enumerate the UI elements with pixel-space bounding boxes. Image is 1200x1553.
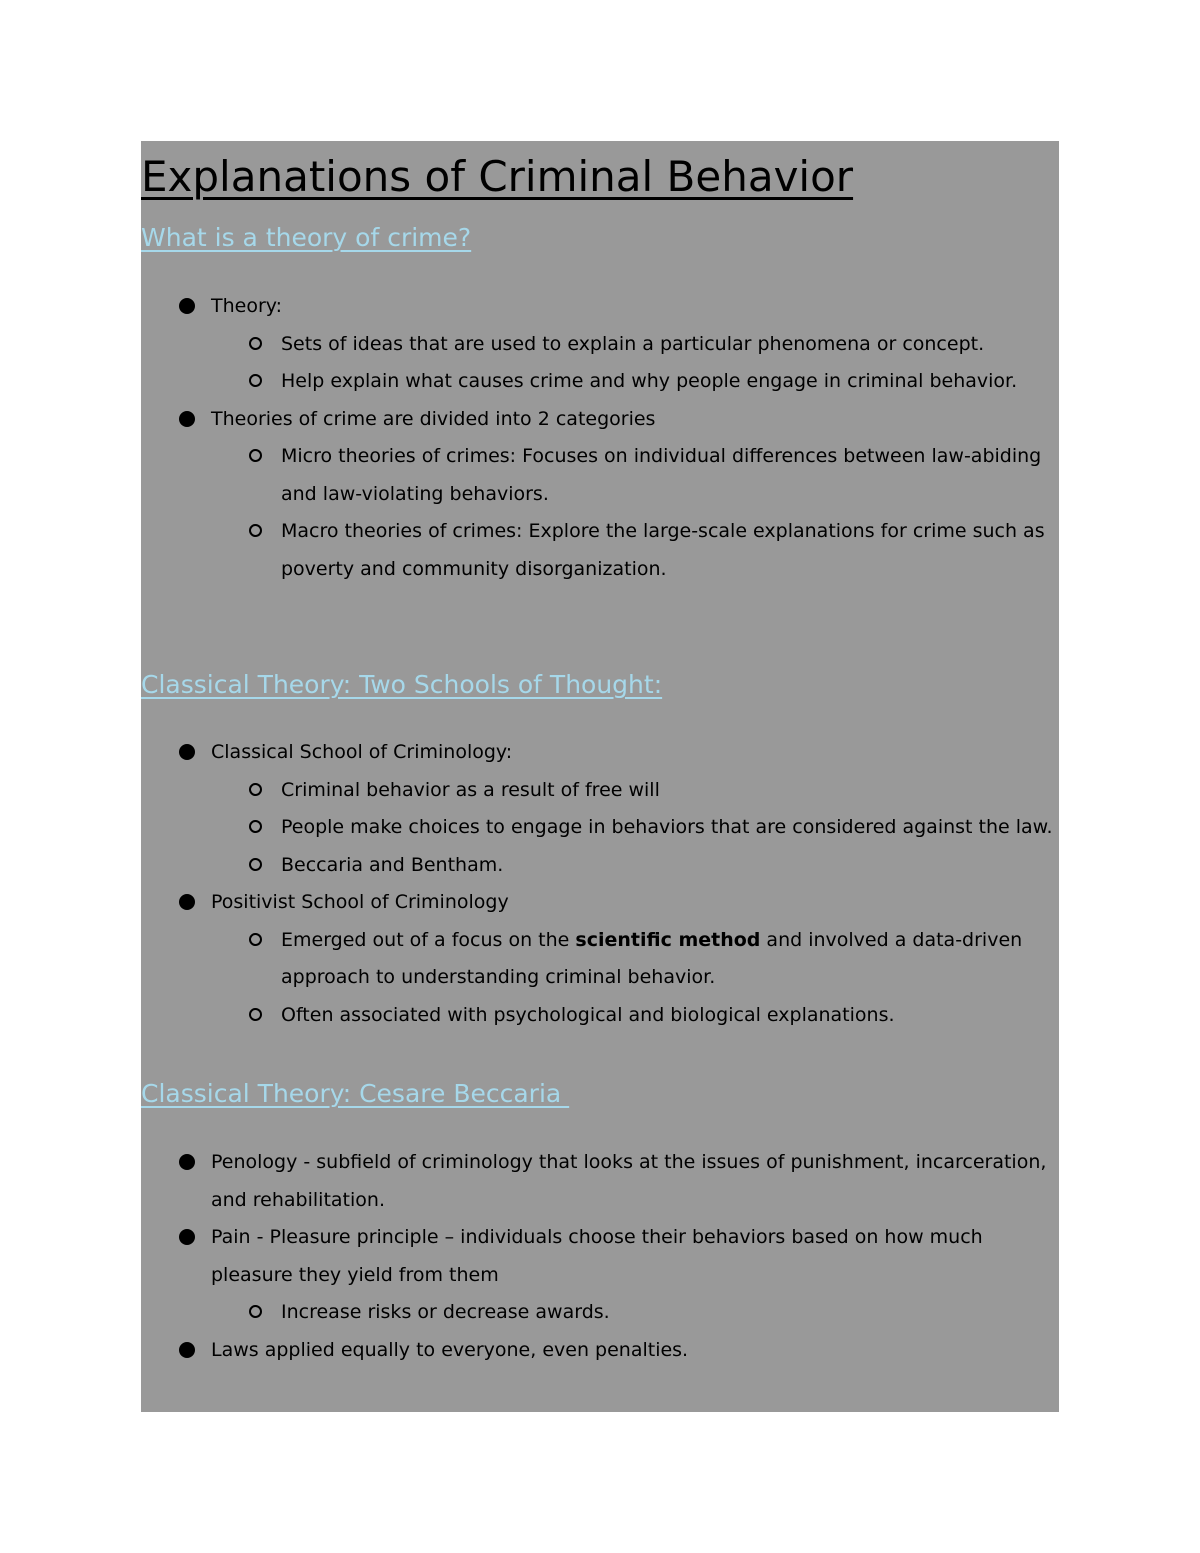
sublist-item — [211, 513, 1059, 588]
bullet-dot-icon — [179, 411, 195, 427]
list-item-text: Classical School of Criminology: — [211, 741, 513, 763]
document-page — [141, 141, 1059, 1412]
list-item — [141, 1332, 1059, 1370]
section-heading-two-schools: Classical Theory: Two Schools of Thought: — [141, 670, 663, 699]
bullet-circle-icon — [249, 374, 262, 387]
sublist-item-text: Help explain what causes crime and why people engage in criminal behavior. — [281, 370, 1018, 392]
bullet-circle-icon — [249, 1305, 262, 1318]
section-list-cesare-beccaria — [141, 1144, 1059, 1369]
section-list-two-schools — [141, 734, 1059, 1034]
bullet-dot-icon — [179, 894, 195, 910]
bullet-circle-icon — [249, 783, 262, 796]
section-list-theory-of-crime — [141, 288, 1059, 588]
bullet-circle-icon — [249, 820, 262, 833]
bullet-dot-icon — [179, 744, 195, 760]
sublist-item-text: Criminal behavior as a result of free will — [281, 778, 660, 801]
bullet-dot-icon — [179, 1342, 195, 1358]
bullet-circle-icon — [249, 933, 262, 946]
sublist-item — [211, 847, 1059, 885]
sublist-item — [211, 438, 1059, 513]
list-item — [141, 734, 1059, 884]
sublist-item — [211, 997, 1059, 1035]
bullet-circle-icon — [249, 1008, 262, 1021]
sublist-item-text: Macro theories of crimes: Explore the large-scale explanations for crime such as poverty and community disorganization. — [281, 520, 1045, 580]
sublist-item — [211, 363, 1059, 401]
sublist-item — [211, 922, 1059, 997]
sublist-item-text: Often associated with psychological and biological explanations. — [281, 1003, 895, 1026]
list-item — [141, 401, 1059, 589]
sublist-item-text: People make choices to engage in behaviors that are considered against the law. — [281, 816, 1053, 838]
bullet-circle-icon — [249, 449, 262, 462]
bullet-circle-icon — [249, 524, 262, 537]
list-item-text: Theory: — [211, 295, 283, 317]
sublist — [211, 326, 1059, 401]
sublist — [211, 922, 1059, 1035]
list-item-text: Pain - Pleasure principle – individuals choose their behaviors based on how much pleasure they yield from them — [211, 1226, 983, 1286]
list-item-text: Laws applied equally to everyone, even penalties. — [211, 1338, 689, 1361]
list-item — [141, 1144, 1059, 1219]
sublist-item — [211, 772, 1059, 810]
bullet-dot-icon — [179, 1154, 195, 1170]
section-heading-theory-of-crime: What is a theory of crime? — [141, 223, 472, 252]
sublist-item — [211, 326, 1059, 364]
section-heading-cesare-beccaria: Classical Theory: Cesare Beccaria — [141, 1079, 570, 1108]
sublist — [211, 772, 1059, 885]
list-item-text: Penology - subfield of criminology that looks at the issues of punishment, incarceration, and rehabilitation. — [211, 1151, 1047, 1211]
sublist-item-text — [281, 929, 1022, 989]
sublist-item — [211, 1294, 1059, 1332]
sublist-item-text-after: and involved a data-driven approach to understanding criminal behavior. — [281, 928, 1023, 988]
bullet-dot-icon — [179, 1229, 195, 1245]
list-item-text: Theories of crime are divided into 2 categories — [211, 407, 656, 430]
bullet-circle-icon — [249, 858, 262, 871]
list-item — [141, 288, 1059, 401]
sublist-item-text: Sets of ideas that are used to explain a particular phenomena or concept. — [281, 332, 985, 355]
sublist — [211, 438, 1059, 588]
bullet-dot-icon — [179, 298, 195, 314]
sublist — [211, 1294, 1059, 1332]
sublist-item — [211, 809, 1059, 847]
bullet-circle-icon — [249, 337, 262, 350]
list-item — [141, 884, 1059, 1034]
sublist-item-text-before: Emerged out of a focus on the — [281, 928, 576, 951]
sublist-item-text: Increase risks or decrease awards. — [281, 1301, 610, 1323]
sublist-item-text: Beccaria and Bentham. — [281, 853, 504, 876]
list-item — [141, 1219, 1059, 1332]
list-item-text: Positivist School of Criminology — [211, 891, 509, 913]
document-title: Explanations of Criminal Behavior — [141, 152, 854, 201]
sublist-item-text: Micro theories of crimes: Focuses on individual differences between law-abiding and law-violating behaviors. — [281, 445, 1042, 505]
scientific-method-bold-text: scientific method — [575, 928, 761, 951]
